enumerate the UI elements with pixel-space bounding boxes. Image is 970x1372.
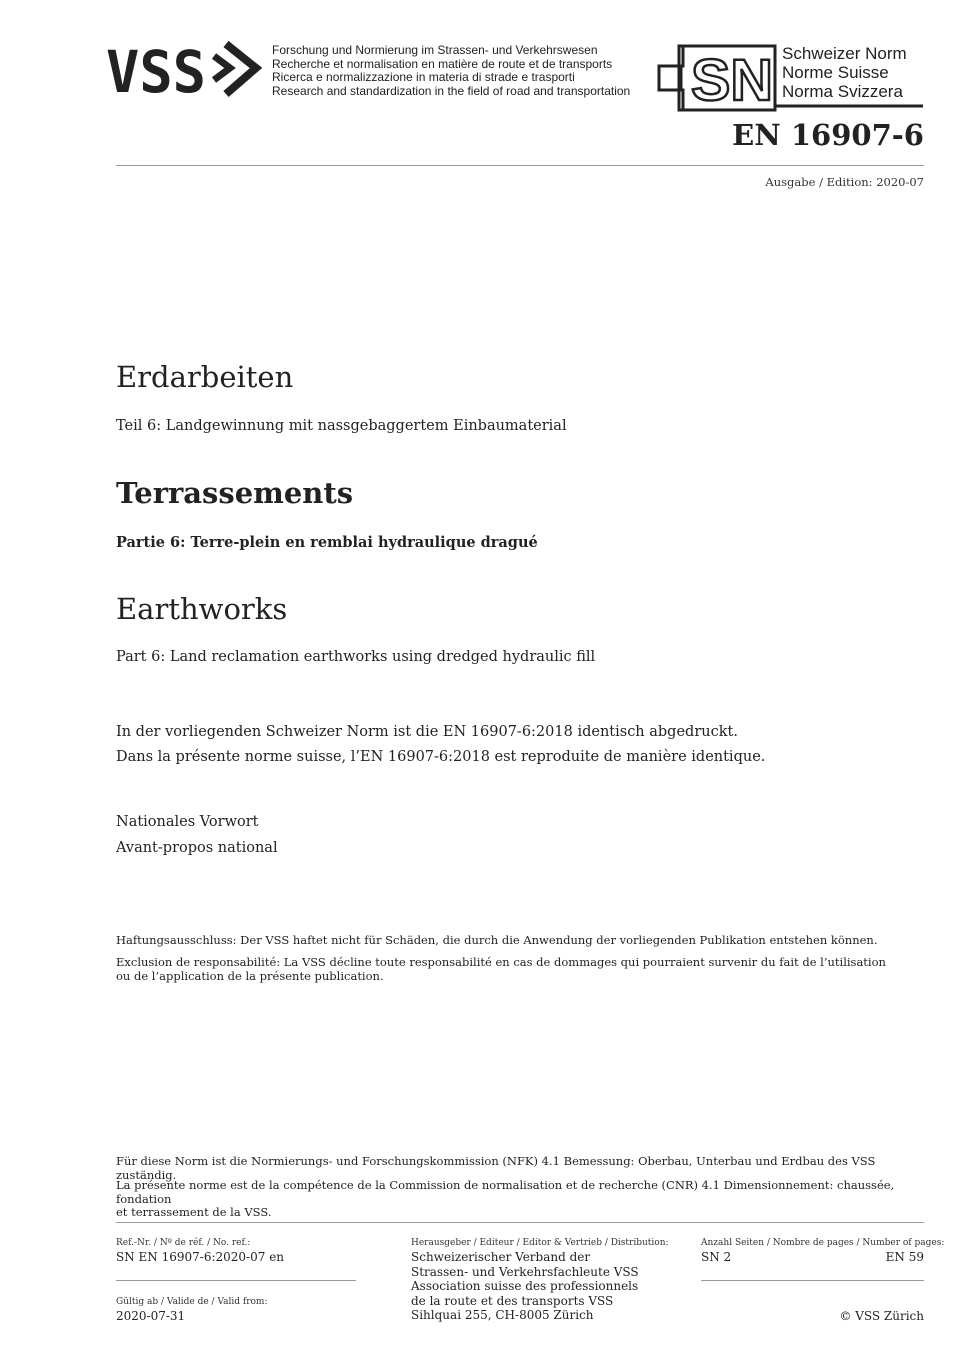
committee-fr-line1: La présente norme est de la compétence de la Commission de normalisation et de recherche (CNR) 4.1 Dimensionnement: chaussée, fondation (116, 1178, 895, 1206)
footer-divider (116, 1222, 924, 1223)
disclaimer-fr-line1: Exclusion de responsabilité: La VSS décline toute responsabilité en cas de dommages qui pourraient survenir du fait de l’utilisation (116, 955, 886, 969)
ref-divider (116, 1280, 356, 1281)
title-fr: Terrassements (116, 476, 354, 510)
vss-logo (106, 40, 266, 100)
ref-value: SN EN 16907-6:2020-07 en (116, 1250, 285, 1264)
disclaimer-fr (116, 956, 896, 983)
tagline-fr: Recherche et normalisation en matière de route et de transports (272, 56, 613, 71)
pages-sn: SN 2 (701, 1250, 732, 1264)
vss-tagline (272, 44, 630, 98)
subtitle-fr: Partie 6: Terre-plein en remblai hydraulique dragué (116, 534, 538, 551)
foreword-de: Nationales Vorwort (116, 814, 259, 830)
title-de: Erdarbeiten (116, 360, 294, 394)
publisher-line-5: Sihlquai 255, CH-8005 Zürich (411, 1308, 594, 1322)
tagline-de: Forschung und Normierung im Strassen- und Verkehrswesen (272, 43, 598, 57)
publisher-line-2: Strassen- und Verkehrsfachleute VSS (411, 1264, 639, 1279)
committee-fr-line2: et terrassement de la VSS. (116, 1205, 272, 1219)
statement-de: In der vorliegenden Schweizer Norm ist die EN 16907-6:2018 identisch abgedruckt. (116, 724, 738, 740)
subtitle-en: Part 6: Land reclamation earthworks using dredged hydraulic fill (116, 649, 596, 665)
tagline-en: Research and standardization in the field of road and transportation (272, 83, 631, 98)
sn-languages (782, 44, 907, 101)
document-number: EN 16907-6 (732, 118, 924, 152)
tagline-it: Ricerca e normalizzazione in materia di strade e trasporti (272, 70, 575, 84)
sn-line-fr: Norme Suisse (782, 63, 889, 82)
publisher-line-3: Association suisse des professionnels (411, 1279, 639, 1293)
publisher-line-1: Schweizerischer Verband der (411, 1250, 591, 1264)
disclaimer-de: Haftungsausschluss: Der VSS haftet nicht für Schäden, die durch die Anwendung der vorliegenden Publikation entstehen können. (116, 933, 878, 947)
copyright: © VSS Zürich (839, 1309, 924, 1323)
subtitle-de: Teil 6: Landgewinnung mit nassgebaggertem Einbaumaterial (116, 418, 567, 434)
pages-en: EN 59 (885, 1250, 924, 1264)
publisher-line-4: de la route et des transports VSS (411, 1293, 614, 1308)
committee-de: Für diese Norm ist die Normierungs- und Forschungskommission (NFK) 4.1 Bemessung: Oberbau, Unterbau und Erdbau des VSS zuständig. (116, 1154, 876, 1182)
sn-line-it: Norma Svizzera (782, 82, 903, 101)
header-divider (116, 165, 924, 166)
pages-label: Anzahl Seiten / Nombre de pages / Number of pages: (701, 1238, 945, 1248)
committee-fr (116, 1179, 896, 1220)
vss-logo-text: VSS (106, 40, 206, 100)
valid-value: 2020-07-31 (116, 1309, 186, 1323)
statement-fr: Dans la présente norme suisse, l’EN 16907-6:2018 est reproduite de manière identique. (116, 749, 766, 765)
ref-label: Ref.-Nr. / Nº de réf. / No. ref.: (116, 1238, 251, 1248)
sn-logo-text: SN (691, 48, 773, 112)
publisher-label: Herausgeber / Editeur / Editor & Vertrieb / Distribution: (411, 1238, 669, 1248)
sn-line-de: Schweizer Norm (782, 44, 907, 63)
foreword-fr: Avant-propos national (116, 840, 278, 856)
valid-label: Gültig ab / Valide de / Valid from: (116, 1297, 268, 1307)
pages-divider (701, 1280, 924, 1281)
title-en: Earthworks (116, 592, 288, 626)
edition-date: Ausgabe / Edition: 2020-07 (765, 175, 924, 189)
publisher-address (411, 1250, 639, 1323)
disclaimer-fr-line2: ou de l’application de la présente publication. (116, 968, 384, 983)
